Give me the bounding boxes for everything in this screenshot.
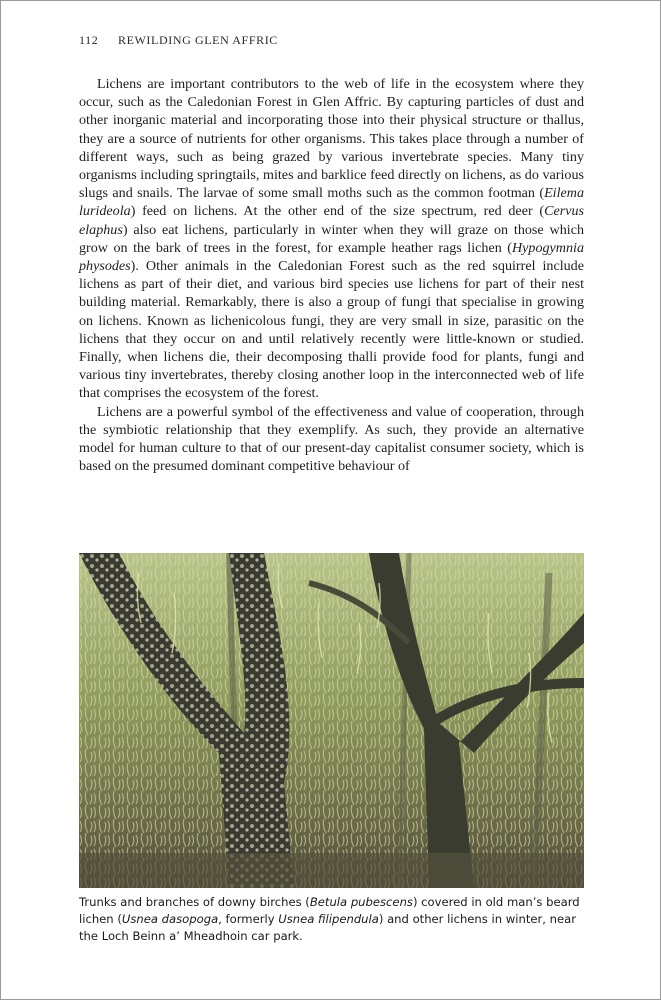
page-number: 112 — [79, 33, 99, 47]
caption-text-d: ) and other lichens in winter, near the Loch Beinn a’ Mheadhoin car park. — [79, 912, 576, 943]
paragraph-1-text-d: ). Other animals in the Caledonian Forest such as the red squirrel include lichens as part of their diet, and various bird species use lichens for part of their nest building material. Remarkably, there is also a group of fungi that specialise in growing on lichens. Known as lichenicolous fungi, they are very small in size, parasitic on the lichens that they occur on and until relatively recently were little-known or studied. Finally, when lichens die, their decomposing thalli provide food for plants, fungi and various tiny invertebrates, thereby closing another loop in the interconnected web of life that comprises the ecosystem of the forest. — [79, 258, 584, 402]
paragraph-1-text-b: ) feed on lichens. At the other end of the size spectrum, red deer ( — [130, 203, 545, 220]
paragraph-1-text-c: ) also eat lichens, particularly in winter when they will graze on those which grow on the bark of trees in the forest, for example heather rags lichen ( — [79, 221, 584, 256]
caption-species-betula: Betula pubescens — [309, 895, 413, 909]
figure-caption — [79, 894, 584, 945]
body-text — [79, 75, 584, 475]
photo-illustration — [79, 553, 584, 888]
species-name-cervus: Cervus elaphus — [79, 203, 584, 238]
caption-species-usnea-dasopoga: Usnea dasopoga — [121, 912, 219, 926]
lichen-birch-photo — [79, 553, 584, 888]
caption-species-usnea-filipendula: Usnea filipendula — [278, 912, 379, 926]
paragraph-1 — [79, 75, 584, 403]
running-title: REWILDING GLEN AFFRIC — [117, 33, 278, 47]
species-name-eilema: Eilema lurideola — [79, 185, 584, 220]
paragraph-2: Lichens are a powerful symbol of the effectiveness and value of cooperation, through the symbiotic relationship that they exemplify. As such, they provide an alternative model for human culture to that of our present-day capitalist consumer society, which is based on the presumed dominant competitive behaviour of — [79, 403, 584, 475]
caption-text-c: , formerly — [218, 912, 279, 926]
caption-text-a: Trunks and branches of downy birches ( — [79, 895, 310, 909]
species-name-hypogymnia: Hypogymnia physodes — [79, 239, 584, 275]
caption-text-b: ) covered in old man’s beard lichen ( — [79, 895, 580, 926]
paragraph-1-text-a: Lichens are important contributors to the web of life in the ecosystem where they occur, such as the Caledonian Forest in Glen Affric. By capturing particles of dust and other inorganic material and incorporating those into their physical structure or thallus, they are a source of nutrients for other organisms. This takes place through a number of different ways, such as being grazed by various invertebrate species. Many tiny organisms including springtails, mites and barklice feed directly on lichens, as do various slugs and snails. The larvae of some small moths such as the common footman ( — [79, 76, 584, 202]
running-header — [79, 33, 278, 48]
